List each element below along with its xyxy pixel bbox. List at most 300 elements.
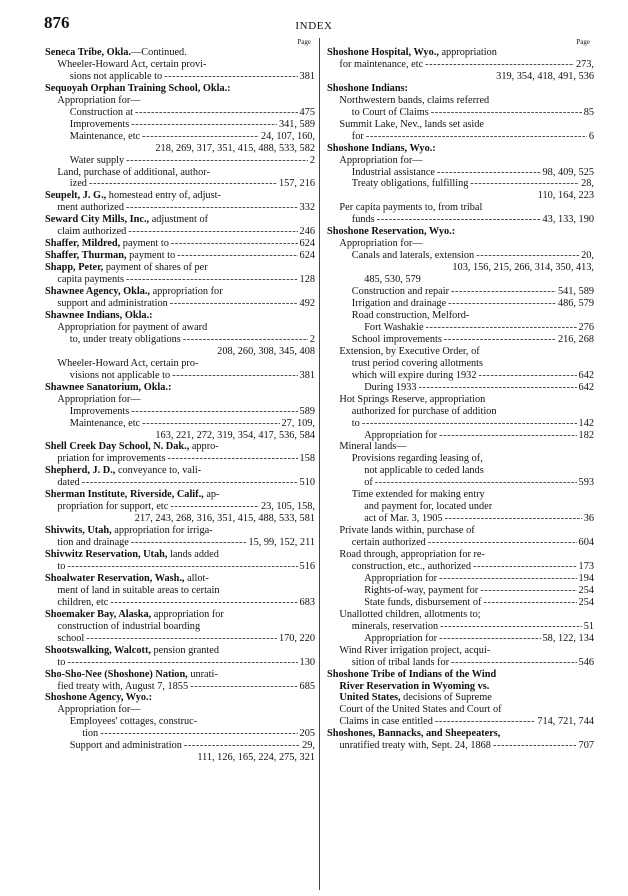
index-entry-line	[327, 274, 594, 286]
index-entry-line	[327, 740, 594, 752]
leader-dashes	[126, 202, 298, 214]
index-entry-line	[45, 477, 315, 489]
entry-text	[70, 131, 140, 143]
index-entry-line	[327, 549, 594, 561]
index-entry-line	[327, 262, 594, 274]
leader-dashes	[470, 178, 579, 190]
index-entry-line	[327, 95, 594, 107]
index-entry-line	[327, 238, 594, 250]
leader-dashes	[480, 585, 576, 597]
leader-dashes	[419, 382, 577, 394]
entry-subject: of	[364, 477, 373, 489]
entry-heading: Shawnee Sanatorium, Okla.:	[45, 381, 172, 393]
entry-text	[364, 597, 481, 609]
entry-subject: ized	[69, 178, 87, 190]
entry-text	[352, 453, 483, 465]
page-references: 319, 354, 418, 491, 536	[496, 70, 594, 82]
entry-subject: School improvements	[351, 333, 442, 345]
page-references: 516	[299, 560, 315, 572]
leader-dashes	[170, 501, 259, 513]
index-entry-line	[45, 633, 315, 645]
entry-subtext: decisions of Supreme	[400, 692, 492, 704]
index-entry-line	[327, 441, 594, 453]
leader-dashes	[426, 322, 577, 334]
page-column-header: Page	[297, 38, 311, 46]
leader-dashes	[362, 418, 577, 430]
index-entry-line	[327, 59, 594, 71]
index-entry-line	[45, 226, 315, 238]
index-entry-line	[327, 358, 594, 370]
entry-text	[57, 621, 200, 633]
entry-text	[364, 633, 437, 645]
entry-text	[339, 645, 490, 657]
entry-subject: construction of industrial boarding	[57, 620, 201, 632]
entry-text	[352, 418, 360, 430]
entry-subject: Irrigation and drainage	[351, 298, 447, 310]
entry-subtext: allot-	[184, 572, 209, 584]
leader-dashes	[171, 238, 298, 250]
entry-heading: Shell Creek Day School, N. Dak.,	[45, 441, 190, 453]
entry-text	[45, 573, 209, 585]
entry-subject: Maintenance, etc	[69, 130, 141, 142]
page-references: 194	[578, 572, 594, 584]
index-entry-line	[45, 752, 315, 764]
entry-subject: Construction and repair	[351, 286, 450, 298]
index-entry-line	[45, 178, 315, 190]
entry-text	[364, 573, 437, 585]
leader-dashes	[483, 597, 576, 609]
entry-text	[57, 537, 128, 549]
entry-text	[45, 83, 231, 95]
index-entry-line	[327, 633, 594, 645]
entry-subject: State funds, disbursement of	[364, 596, 482, 608]
entry-heading: Shaffer, Thurman,	[45, 250, 127, 262]
entry-text	[364, 430, 437, 442]
index-entry-line	[327, 155, 594, 167]
entry-heading: Shawnee Indians, Okla.:	[45, 309, 153, 321]
entry-heading: Shoshones, Bannacks, and Sheepeaters,	[327, 728, 501, 740]
leader-dashes	[431, 107, 582, 119]
page-references: 273,	[575, 58, 594, 70]
page-references: 130	[299, 656, 315, 668]
index-entry-line	[327, 501, 594, 513]
index-entry-line	[327, 525, 594, 537]
entry-text	[57, 501, 168, 513]
index-entry-line	[327, 489, 594, 501]
entry-subject: Construction at	[69, 106, 134, 118]
entry-text	[45, 609, 224, 621]
leader-dashes	[164, 71, 297, 83]
entry-subject: priation for improvements	[57, 453, 166, 465]
leader-dashes	[126, 155, 308, 167]
entry-subject: funds	[351, 214, 375, 226]
index-entry-line	[327, 430, 594, 442]
index-entry-line	[327, 298, 594, 310]
entry-heading: Seupelt, J. G.,	[45, 190, 107, 202]
entry-text	[70, 71, 162, 83]
entry-text	[364, 274, 507, 286]
page-references: 182	[578, 429, 594, 441]
entry-text	[352, 537, 426, 549]
page-references: 58, 122, 134	[542, 632, 594, 644]
entry-text	[339, 59, 423, 71]
leader-dashes	[473, 561, 577, 573]
leader-dashes	[435, 716, 535, 728]
entry-text	[352, 286, 449, 298]
entry-text	[327, 669, 496, 681]
entry-text	[339, 119, 484, 131]
index-entry-line	[45, 155, 315, 167]
entry-subject: Private lands within, purchase of	[339, 525, 475, 537]
index-entry-line	[45, 71, 315, 83]
entry-subject: Employees' cottages, construc-	[69, 716, 198, 728]
leader-dashes	[366, 131, 587, 143]
index-heading-line	[45, 669, 315, 681]
entry-text	[364, 513, 442, 525]
entry-subject: Appropriation for—	[339, 238, 423, 250]
index-entry-line	[45, 597, 315, 609]
entry-subtext: lands added	[167, 549, 219, 561]
page-references: 98, 409, 525	[542, 166, 594, 178]
entry-subject: Per capita payments to, from tribal	[339, 202, 483, 214]
page-references: 43, 133, 190	[542, 214, 594, 226]
index-entry-line	[45, 358, 315, 370]
entry-text	[339, 525, 474, 537]
entry-text	[57, 322, 207, 334]
entry-text	[352, 358, 483, 370]
entry-heading: Sherman Institute, Riverside, Calif.,	[45, 489, 204, 501]
entry-text	[339, 95, 489, 107]
page-references: 15, 99, 152, 211	[248, 537, 315, 549]
entry-subject: tion	[82, 728, 99, 740]
entry-text	[364, 585, 478, 597]
entry-heading: Shaffer, Mildred,	[45, 238, 121, 250]
entry-subject: Provisions regarding leasing of,	[351, 453, 483, 465]
entry-list-right	[327, 47, 594, 752]
entry-heading: Shoalwater Reservation, Wash.,	[45, 572, 185, 584]
entry-text	[45, 645, 219, 657]
index-heading-line	[45, 549, 315, 561]
entry-subject: sition of tribal lands for	[351, 656, 450, 668]
entry-text	[352, 310, 470, 322]
page-references: 36	[583, 513, 594, 525]
page-references: 216, 268	[557, 333, 594, 345]
entry-subject: Canals and laterals, extension	[351, 250, 475, 262]
entry-subject: Unallotted children, allotments to;	[339, 608, 481, 620]
entry-heading: Sho-Sho-Nee (Shoshone) Nation,	[45, 668, 188, 680]
page-references: 254	[578, 596, 594, 608]
index-entry-line	[45, 167, 315, 179]
index-entry-line	[327, 597, 594, 609]
page-references: 246	[299, 226, 315, 238]
entry-subject: for maintenance, etc	[339, 58, 424, 70]
entry-subject: Claims in case entitled	[339, 716, 433, 728]
leader-dashes	[142, 131, 259, 143]
index-entry-line	[45, 453, 315, 465]
entry-text	[364, 382, 416, 394]
index-entry-line	[327, 657, 594, 669]
index-entry-line	[45, 370, 315, 382]
entry-subject: and payment for, located under	[364, 501, 493, 513]
index-heading-line	[45, 262, 315, 274]
index-entry-line	[45, 681, 315, 693]
entry-subject: During 1933	[364, 381, 417, 393]
entry-text	[352, 489, 485, 501]
entry-text	[45, 190, 221, 202]
entry-text	[339, 202, 482, 214]
index-heading-line	[45, 609, 315, 621]
page-references: 218, 269, 317, 351, 415, 488, 533, 582	[155, 142, 315, 154]
entry-subject: Fort Washakie	[364, 321, 424, 333]
entry-text	[45, 441, 219, 453]
leader-dashes	[439, 430, 576, 442]
index-entry-line	[45, 274, 315, 286]
entry-text	[352, 370, 477, 382]
leader-dashes	[428, 537, 577, 549]
entry-text	[327, 83, 408, 95]
entry-subject: Land, purchase of additional, author-	[57, 166, 210, 178]
entry-text	[70, 178, 87, 190]
page-references: 492	[299, 298, 315, 310]
entry-list-left	[45, 47, 315, 764]
entry-text	[45, 692, 152, 704]
page-references: 208, 260, 308, 345, 408	[217, 345, 315, 357]
leader-dashes	[89, 178, 277, 190]
entry-heading: United States,	[339, 692, 401, 704]
index-entry-line	[327, 286, 594, 298]
entry-heading: Shootswalking, Walcott,	[45, 644, 151, 656]
leader-dashes	[439, 633, 540, 645]
entry-text	[352, 298, 446, 310]
index-entry-line	[327, 214, 594, 226]
entry-text	[70, 334, 181, 346]
entry-text	[57, 298, 167, 310]
entry-heading: River Reservation in Wyoming vs.	[339, 680, 490, 692]
index-entry-line	[327, 645, 594, 657]
page-references: 341, 589	[278, 118, 315, 130]
entry-subject: capita payments	[57, 274, 125, 286]
index-heading-line	[327, 226, 594, 238]
entry-subject: construction, etc., authorized	[351, 560, 472, 572]
entry-text	[70, 716, 197, 728]
index-entry-line	[45, 119, 315, 131]
page-references: 714, 721, 744	[537, 716, 594, 728]
page-references: 110, 164, 223	[537, 190, 594, 202]
index-entry-line	[45, 728, 315, 740]
entry-text	[352, 334, 442, 346]
index-entry-line	[327, 322, 594, 334]
index-entry-line	[327, 418, 594, 430]
index-entry-line	[327, 704, 594, 716]
entry-subject: unratified treaty with, Sept. 24, 1868	[339, 740, 491, 752]
entry-text	[364, 465, 484, 477]
index-entry-line	[45, 501, 315, 513]
index-entry-line	[327, 370, 594, 382]
entry-text	[45, 238, 169, 250]
entry-text	[339, 238, 422, 250]
entry-text	[57, 657, 65, 669]
entry-text	[352, 178, 469, 190]
leader-dashes	[184, 740, 300, 752]
index-entry-line	[327, 621, 594, 633]
index-entry-line	[327, 513, 594, 525]
index-entry-line	[327, 250, 594, 262]
index-entry-line	[45, 740, 315, 752]
index-entry-line	[45, 107, 315, 119]
leader-dashes	[444, 334, 556, 346]
leader-dashes	[86, 633, 277, 645]
entry-text	[45, 525, 213, 537]
index-heading-line	[327, 669, 594, 681]
entry-subtext: appropriation for irriga-	[111, 525, 213, 537]
index-heading-line	[45, 83, 315, 95]
entry-heading: Seward City Mills, Inc.,	[45, 214, 150, 226]
entry-subtext: conveyance to, vali-	[115, 465, 202, 477]
index-entry-line	[327, 561, 594, 573]
entry-heading: Shoshone Hospital, Wyo.,	[327, 47, 439, 58]
page-references: 475	[299, 106, 315, 118]
index-entry-line	[45, 334, 315, 346]
entry-text	[339, 716, 433, 728]
index-heading-line	[45, 573, 315, 585]
page-references: 707	[578, 740, 594, 752]
entry-text	[45, 214, 208, 226]
leader-dashes	[183, 334, 308, 346]
entry-text	[70, 406, 129, 418]
page-references: 486, 579	[557, 298, 594, 310]
page-references: 111, 126, 165, 224, 275, 321	[197, 752, 315, 764]
leader-dashes	[110, 597, 297, 609]
index-entry-line	[327, 202, 594, 214]
index-entry-line	[327, 382, 594, 394]
page-references: 23, 105, 158,	[260, 501, 315, 513]
entry-subject: Court of the United States and Court of	[339, 704, 502, 716]
entry-heading: Sequoyah Orphan Training School, Okla.:	[45, 82, 231, 94]
entry-subject: Appropriation for	[364, 429, 438, 441]
leader-dashes	[67, 561, 297, 573]
leader-dashes	[451, 657, 577, 669]
leader-dashes	[440, 621, 582, 633]
page-references: 158	[299, 453, 315, 465]
entry-text	[45, 382, 171, 394]
index-heading-line	[45, 525, 315, 537]
index-entry-line	[327, 190, 594, 202]
index-entry-line	[327, 131, 594, 143]
entry-text	[57, 453, 165, 465]
page-references: 2	[309, 154, 315, 166]
entry-text	[57, 226, 126, 238]
page-references: 589	[299, 405, 315, 417]
entry-subject: Appropriation for—	[339, 154, 423, 166]
entry-heading: Shivwits, Utah,	[45, 525, 112, 537]
leader-dashes	[131, 119, 277, 131]
index-heading-line	[327, 47, 594, 59]
entry-text	[327, 226, 455, 238]
index-heading-line	[45, 692, 315, 704]
index-heading-line	[327, 83, 594, 95]
entry-subtext: unrati-	[187, 668, 218, 680]
leader-dashes	[190, 681, 297, 693]
page-references: 170, 220	[278, 632, 315, 644]
leader-dashes	[177, 250, 297, 262]
index-entry-line	[45, 418, 315, 430]
entry-subject: Maintenance, etc	[69, 417, 141, 429]
entry-text	[70, 119, 129, 131]
page-references: 85	[583, 106, 594, 118]
entry-text	[57, 394, 140, 406]
entry-subject: Wheeler-Howard Act, certain pro-	[57, 357, 199, 369]
entry-subtext: —Continued.	[131, 47, 187, 58]
page-column-header: Page	[576, 38, 590, 46]
leader-dashes	[167, 453, 297, 465]
entry-text	[45, 489, 219, 501]
entry-subject: Extension, by Executive Order, of	[339, 345, 480, 357]
entry-text	[57, 95, 140, 107]
leader-dashes	[131, 406, 297, 418]
index-heading-line	[45, 286, 315, 298]
entry-subtext: payment of shares of per	[103, 262, 208, 274]
entry-subject: Appropriation for—	[57, 393, 141, 405]
entry-text	[57, 585, 219, 597]
entry-text	[339, 394, 485, 406]
leader-dashes	[425, 59, 574, 71]
entry-subject: dated	[57, 477, 80, 489]
index-entry-line	[45, 537, 315, 549]
index-heading-line	[45, 190, 315, 202]
leader-dashes	[142, 418, 279, 430]
entry-subject: 485, 530, 579	[364, 274, 421, 286]
leader-dashes	[100, 728, 297, 740]
index-entry-line	[327, 119, 594, 131]
index-entry-line	[327, 477, 594, 489]
entry-subject: school	[57, 632, 85, 644]
entry-text	[57, 202, 124, 214]
index-entry-line	[327, 346, 594, 358]
index-heading-line	[327, 728, 594, 740]
index-entry-line	[45, 406, 315, 418]
entry-subtext: adjustment of	[149, 214, 209, 226]
entry-subject: which will expire during 1932	[351, 369, 477, 381]
entry-heading: Shawnee Agency, Okla.,	[45, 286, 150, 298]
entry-text	[57, 477, 79, 489]
index-entry-line	[45, 322, 315, 334]
leader-dashes	[451, 286, 556, 298]
leader-dashes	[437, 167, 541, 179]
page-references: 217, 243, 268, 316, 351, 415, 488, 533, 581	[134, 513, 315, 525]
index-entry-line	[45, 202, 315, 214]
entry-subject: Road construction, Melford-	[351, 309, 470, 321]
leader-dashes	[377, 214, 541, 226]
entry-text	[45, 262, 208, 274]
entry-text	[352, 657, 449, 669]
page-references: 332	[299, 202, 315, 214]
page-references: 6	[588, 130, 594, 142]
entry-subject: children, etc	[57, 596, 109, 608]
entry-subject: Treaty obligations, fulfilling	[351, 178, 469, 190]
entry-text	[339, 740, 491, 752]
entry-subject: Support and administration	[69, 740, 182, 752]
entry-subject: to	[57, 656, 66, 668]
index-heading-line	[327, 143, 594, 155]
entry-subtext: pension granted	[150, 644, 220, 656]
page-references: 541, 589	[557, 286, 594, 298]
index-entry-line	[327, 178, 594, 190]
entry-heading: Shapp, Peter,	[45, 262, 104, 274]
index-entry-line	[327, 609, 594, 621]
entry-heading: Shoshone Indians:	[327, 82, 408, 94]
entry-heading: Seneca Tribe, Okla.	[45, 47, 131, 58]
index-entry-line	[327, 71, 594, 83]
